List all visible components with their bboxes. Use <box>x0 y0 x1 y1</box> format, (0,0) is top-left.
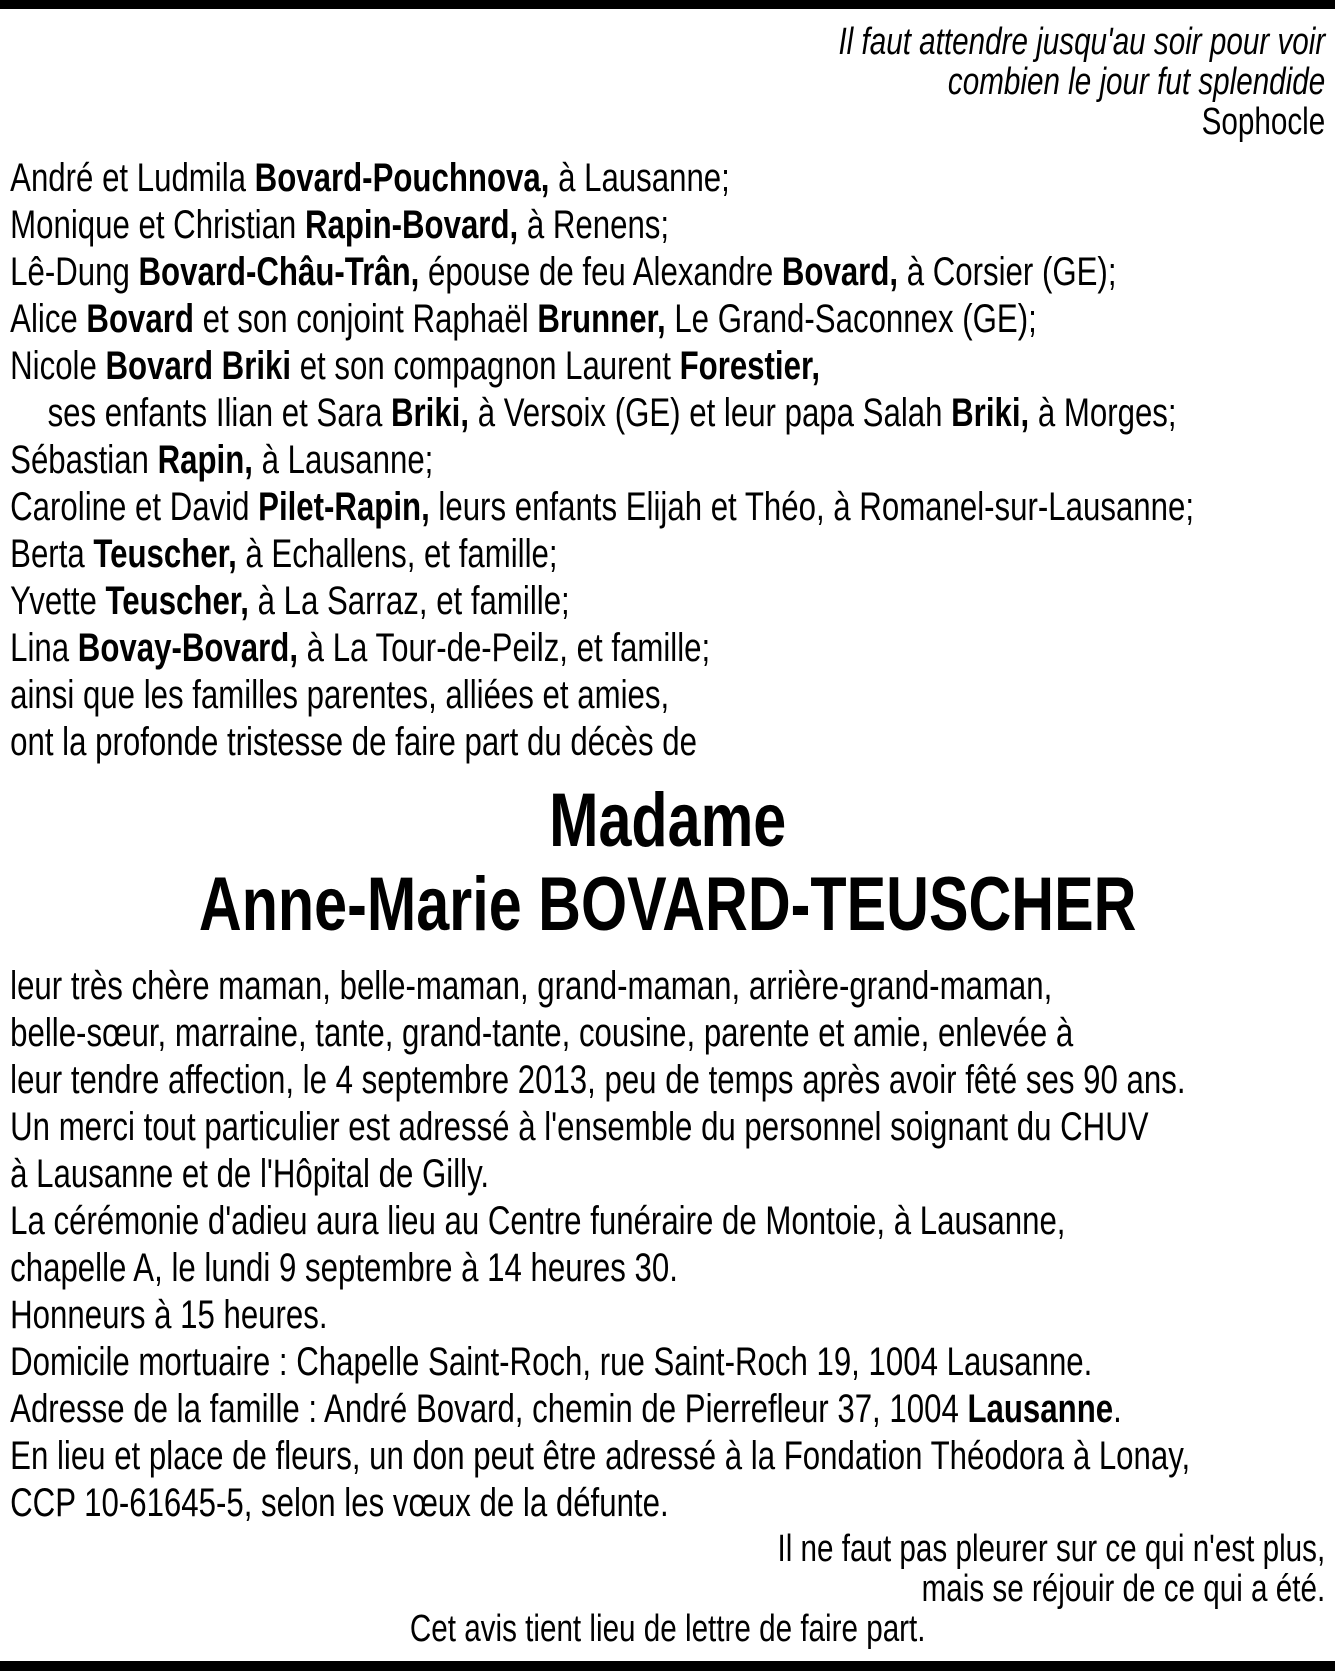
text-segment: à La Sarraz, et famille; <box>248 579 570 623</box>
text-line <box>10 1386 1325 1433</box>
emphasized-name: Briki, <box>951 391 1030 435</box>
text-segment: à La Tour-de-Peilz, et famille; <box>298 626 711 670</box>
text-segment: Lê-Dung <box>10 250 139 294</box>
text-line <box>10 531 1325 578</box>
text-segment: Adresse de la famille : André Bovard, chemin de Pierrefleur 37, 1004 <box>10 1387 968 1431</box>
text-segment: Nicole <box>10 344 106 388</box>
text-line <box>10 1433 1325 1480</box>
notice-page <box>0 9 1335 1649</box>
emphasized-name: Brunner, <box>537 297 666 341</box>
text-segment: belle-sœur, marraine, tante, grand-tante, cousine, parente et amie, enlevée à <box>10 1011 1074 1055</box>
notice-body <box>10 963 1325 1527</box>
text-line <box>10 249 1325 296</box>
closing-quote-line-1: Il ne faut pas pleurer sur ce qui n'est plus, <box>777 1528 1326 1570</box>
text-segment: épouse de feu Alexandre <box>419 250 782 294</box>
text-line <box>10 1245 1325 1292</box>
text-segment: Le Grand-Saconnex (GE); <box>665 297 1037 341</box>
closing-quote <box>10 1529 1325 1609</box>
text-line <box>10 1010 1325 1057</box>
epigraph-line-1: Il faut attendre jusqu'au soir pour voir <box>838 21 1326 63</box>
text-segment: . <box>1113 1387 1122 1431</box>
text-segment: à Morges; <box>1029 391 1177 435</box>
emphasized-name: Bovard Briki <box>105 344 292 388</box>
text-segment: ainsi que les familles parentes, alliées et amies, <box>10 673 670 717</box>
text-line <box>10 1198 1325 1245</box>
bottom-rule <box>0 1661 1335 1671</box>
text-line <box>10 484 1325 531</box>
emphasized-name: Teuscher, <box>93 532 237 576</box>
title-salutation: Madame <box>549 778 787 863</box>
text-line <box>10 1057 1325 1104</box>
text-line <box>10 1480 1325 1527</box>
text-segment: Caroline et David <box>10 485 259 529</box>
text-line <box>10 1339 1325 1386</box>
text-segment: Lina <box>10 626 78 670</box>
emphasized-name: Bovard <box>86 297 194 341</box>
emphasized-name: Bovard-Pouchnova, <box>254 156 550 200</box>
text-segment: leurs enfants Elijah et Théo, à Romanel-sur-Lausanne; <box>429 485 1195 529</box>
text-line <box>10 390 1325 437</box>
text-segment: Berta <box>10 532 94 576</box>
epigraph <box>10 22 1325 142</box>
text-segment: En lieu et place de fleurs, un don peut être adressé à la Fondation Théodora à Lonay, <box>10 1434 1191 1478</box>
text-segment: et son compagnon Laurent <box>291 344 680 388</box>
text-line <box>10 1151 1325 1198</box>
emphasized-name: Forestier, <box>679 344 821 388</box>
text-segment: Un merci tout particulier est adressé à l'ensemble du personnel soignant du CHUV <box>10 1105 1149 1149</box>
text-segment: Yvette <box>10 579 106 623</box>
text-segment: leur très chère maman, belle-maman, grand-maman, arrière-grand-maman, <box>10 964 1053 1008</box>
text-segment: leur tendre affection, le 4 septembre 2013, peu de temps après avoir fêté ses 90 ans. <box>10 1058 1186 1102</box>
text-segment: Honneurs à 15 heures. <box>10 1293 328 1337</box>
emphasized-name: Bovay-Bovard, <box>77 626 299 670</box>
text-segment: Alice <box>10 297 87 341</box>
top-rule <box>0 0 1335 9</box>
text-segment: à Lausanne et de l'Hôpital de Gilly. <box>10 1152 490 1196</box>
emphasized-name: Rapin, <box>157 438 253 482</box>
text-segment: à Echallens, et famille; <box>236 532 558 576</box>
epigraph-line-2: combien le jour fut splendide <box>947 61 1326 103</box>
emphasized-name: Pilet-Rapin, <box>258 485 430 529</box>
emphasized-name: Rapin-Bovard, <box>304 203 519 247</box>
text-segment: à Lausanne; <box>549 156 730 200</box>
text-line <box>10 719 1325 766</box>
emphasized-name: Bovard-Châu-Trân, <box>138 250 420 294</box>
text-segment: à Lausanne; <box>252 438 434 482</box>
text-segment: La cérémonie d'adieu aura lieu au Centre funéraire de Montoie, à Lausanne, <box>10 1199 1066 1243</box>
text-line <box>10 202 1325 249</box>
text-segment: Domicile mortuaire : Chapelle Saint-Roch, rue Saint-Roch 19, 1004 Lausanne. <box>10 1340 1093 1384</box>
text-segment: à Renens; <box>518 203 670 247</box>
title-block <box>10 779 1325 947</box>
text-line <box>10 1104 1325 1151</box>
epigraph-attribution: Sophocle <box>1201 101 1326 143</box>
text-segment: et son conjoint Raphaël <box>193 297 538 341</box>
text-segment: ont la profonde tristesse de faire part du décès de <box>10 720 697 764</box>
family-list <box>10 155 1325 766</box>
text-line <box>10 625 1325 672</box>
closing-note: Cet avis tient lieu de lettre de faire part. <box>409 1608 926 1650</box>
text-segment: à Versoix (GE) et leur papa Salah <box>469 391 952 435</box>
deceased-name: Anne-Marie BOVARD-TEUSCHER <box>198 862 1137 947</box>
text-segment: ses enfants Ilian et Sara <box>47 391 391 435</box>
text-segment: André et Ludmila <box>10 156 255 200</box>
text-line <box>10 672 1325 719</box>
emphasized-name: Bovard, <box>781 250 899 294</box>
text-segment: Sébastian <box>10 438 158 482</box>
text-line <box>10 155 1325 202</box>
emphasized-name: Lausanne <box>967 1387 1114 1431</box>
text-line <box>10 343 1325 390</box>
emphasized-name: Briki, <box>390 391 470 435</box>
text-line <box>10 296 1325 343</box>
text-line <box>10 1292 1325 1339</box>
text-line <box>10 963 1325 1010</box>
text-segment: Monique et Christian <box>10 203 305 247</box>
emphasized-name: Teuscher, <box>105 579 249 623</box>
closing-quote-line-2: mais se réjouir de ce qui a été. <box>921 1568 1326 1610</box>
text-segment: CCP 10-61645-5, selon les vœux de la défunte. <box>10 1481 669 1525</box>
text-line <box>10 578 1325 625</box>
text-segment: à Corsier (GE); <box>898 250 1117 294</box>
text-line <box>10 437 1325 484</box>
text-segment: chapelle A, le lundi 9 septembre à 14 heures 30. <box>10 1246 678 1290</box>
